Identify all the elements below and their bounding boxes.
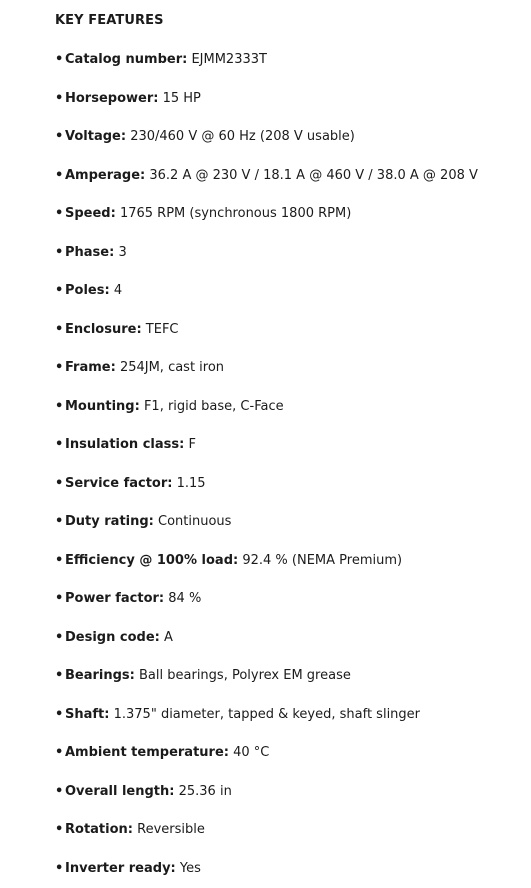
bullet-icon: • [55,283,64,298]
feature-value: F1, rigid base, C-Face [143,399,284,414]
bullet-icon: • [55,476,64,491]
feature-value: A [164,630,173,645]
feature-value: TEFC [145,322,179,337]
feature-label: Speed: [65,206,116,221]
feature-value: Ball bearings, Polyrex EM grease [139,668,351,683]
feature-label: Catalog number: [65,52,188,67]
bullet-icon: • [55,168,64,183]
feature-item-overall-length [55,783,232,801]
feature-value: Yes [179,861,201,876]
feature-item-shaft [55,706,420,724]
feature-item-duty-rating [55,513,231,531]
section-heading: KEY FEATURES [55,13,164,28]
bullet-icon: • [55,707,64,722]
feature-value: 92.4 % (NEMA Premium) [242,553,403,568]
feature-label: Frame: [65,360,116,375]
bullet-icon: • [55,630,64,645]
bullet-icon: • [55,822,64,837]
bullet-icon: • [55,553,64,568]
bullet-icon: • [55,206,64,221]
feature-item-catalog-number [55,51,267,69]
feature-label: Amperage: [65,168,146,183]
feature-value: 15 HP [162,91,201,106]
feature-label: Enclosure: [65,322,142,337]
feature-value: Reversible [137,822,205,837]
feature-item-insulation-class [55,436,196,454]
bullet-icon: • [55,437,64,452]
feature-value: 254JM, cast iron [119,360,225,375]
feature-label: Bearings: [65,668,135,683]
feature-label: Phase: [65,245,115,260]
feature-label: Duty rating: [65,514,154,529]
feature-item-speed [55,205,351,223]
feature-value: 40 °C [233,745,270,760]
feature-label: Horsepower: [65,91,159,106]
feature-label: Overall length: [65,784,175,799]
feature-item-poles [55,282,122,300]
feature-value: EJMM2333T [191,52,267,67]
feature-value: 1.15 [176,476,206,491]
feature-label: Ambient temperature: [65,745,229,760]
feature-value: Continuous [158,514,232,529]
feature-item-mounting [55,398,284,416]
bullet-icon: • [55,668,64,683]
bullet-icon: • [55,514,64,529]
feature-item-inverter-ready [55,860,201,878]
feature-item-ambient-temperature [55,744,269,762]
feature-label: Service factor: [65,476,173,491]
feature-item-bearings [55,667,351,685]
feature-value: 25.36 in [178,784,232,799]
feature-item-power-factor [55,590,201,608]
bullet-icon: • [55,591,64,606]
feature-value: 3 [118,245,127,260]
feature-item-horsepower [55,90,201,108]
feature-value: F [188,437,196,452]
bullet-icon: • [55,91,64,106]
bullet-icon: • [55,861,64,876]
feature-item-service-factor [55,475,206,493]
feature-label: Rotation: [65,822,133,837]
feature-item-phase [55,244,127,262]
bullet-icon: • [55,784,64,799]
bullet-icon: • [55,129,64,144]
feature-item-voltage [55,128,355,146]
feature-item-design-code [55,629,173,647]
feature-label: Inverter ready: [65,861,176,876]
feature-value: 36.2 A @ 230 V / 18.1 A @ 460 V / 38.0 A @ 208 V [149,168,478,183]
bullet-icon: • [55,245,64,260]
feature-value: 4 [113,283,123,298]
feature-value: 1.375" diameter, tapped & keyed, shaft slinger [113,707,421,722]
feature-label: Efficiency @ 100% load: [65,553,239,568]
feature-value: 230/460 V @ 60 Hz (208 V usable) [130,129,355,144]
feature-label: Insulation class: [65,437,185,452]
feature-item-rotation [55,821,205,839]
feature-label: Voltage: [65,129,127,144]
feature-item-enclosure [55,321,179,339]
feature-item-frame [55,359,224,377]
feature-label: Power factor: [65,591,165,606]
feature-value: 1765 RPM (synchronous 1800 RPM) [119,206,352,221]
bullet-icon: • [55,52,64,67]
feature-label: Mounting: [65,399,140,414]
feature-item-amperage [55,167,478,185]
bullet-icon: • [55,399,64,414]
feature-label: Design code: [65,630,160,645]
bullet-icon: • [55,322,64,337]
bullet-icon: • [55,745,64,760]
bullet-icon: • [55,360,64,375]
feature-label: Shaft: [65,707,110,722]
feature-value: 84 % [168,591,202,606]
feature-label: Poles: [65,283,110,298]
feature-item-efficiency [55,552,402,570]
